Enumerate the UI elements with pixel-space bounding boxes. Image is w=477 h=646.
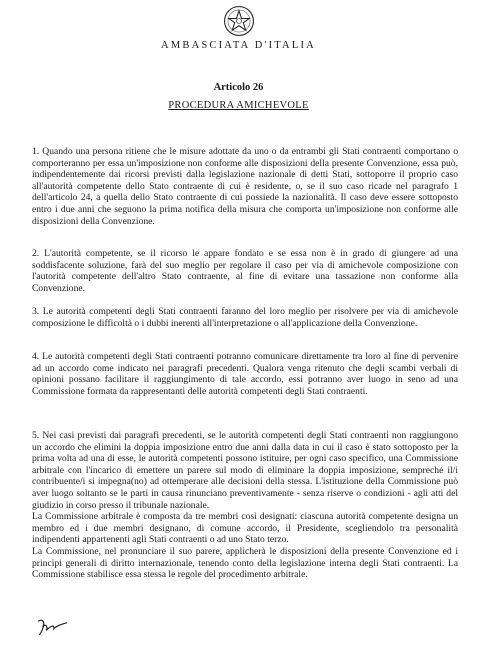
paragraph-4: 4. Le autorità competenti degli Stati contraenti potranno comunicare direttamente tra loro al fine di pervenire ad un accordo come indicato nei paragrafi precedenti. Qualora venga ritenuto che degli scambi verbali di opinioni possano facilitare il raggiungimento di tale accordo, essi potranno aver luogo in seno ad una Commissione formata da rappresentanti delle autorità competenti degli Stati contraenti. [32, 351, 458, 397]
paragraph-1: 1. Quando una persona ritiene che le misure adottate da uno o da entrambi gli Stati contraenti comportano o comporteranno per essa un'imposizione non conforme alle disposizioni della presente Convenzione, essa può, indipendentemente dai ricorsi previsti dalla legislazione nazionale di detti Stati, sottoporre il proprio caso all'autorità competente dello Stato contraente di cui è residente, o, se il suo caso ricade nel paragrafo 1 dell'articolo 24, a quella dello Stato contraente di cui possiede la nazionalità. Il caso deve essere sottoposto entro i due anni che seguono la prima notifica della misura che comporta un'imposizione non conforme alle disposizioni della Convenzione. [32, 146, 458, 227]
embassy-name: AMBASCIATA D'ITALIA [161, 40, 316, 51]
handwritten-initials-icon [36, 616, 70, 638]
paragraph-2: 2. L'autorità competente, se il ricorso le appare fondato e se essa non è in grado di giungere ad una soddisfacente soluzione, farà del suo meglio per regolare il caso per via di amichevole composizione con l'autorità competente dell'altro Stato contraente, al fine di evitare una tassazione non conforme alla Convenzione. [32, 248, 458, 294]
article-title: PROCEDURA AMICHEVOLE [168, 100, 309, 111]
italian-republic-emblem-icon [222, 4, 256, 38]
article-number: Articolo 26 [213, 82, 264, 93]
paragraph-5: 5. Nei casi previsti dai paragrafi precedenti, se le autorità competenti degli Stati contraenti non raggiungono un accordo che elimini la doppia imposizione entro due anni dalla data in cui il caso è stato sottoposto per la prima volta ad una di esse, le autorità competenti possono istituire, per ogni caso specifico, una Commissione arbitrale con l'incarico di emettere un parere sul modo di eliminare la doppia imposizione, sempreché il/i contribuente/i si impegna(no) ad ottemperare alle decisioni della stessa. L'istituzione della Commissione può aver luogo soltanto se le parti in causa rinunciano preventivamente - senza riserve o condizioni - agli atti del giudizio in corso presso il tribunale nazionale. La Commissione arbitrale è composta da tre membri così designati: ciascuna autorità competente designa un membro ed i due membri designano, di comune accordo, il Presidente, scegliendolo tra personalità indipendenti appartenenti agli Stati contraenti o ad uno Stato terzo. La Commissione, nel pronunciare il suo parere, applicherà le disposizioni della presente Convenzione ed i principi generali di diritto internazionale, tenendo conto della legislazione interna degli Stati contraenti. La Commissione stabilisce essa stessa le regole del procedimento arbitrale. [32, 430, 458, 581]
paragraph-3: 3. Le autorità competenti degli Stati contraenti faranno del loro meglio per risolvere per via di amichevole composizione le difficoltà o i dubbi inerenti all'interpretazione o all'applicazione della Convenzione. [32, 306, 458, 329]
